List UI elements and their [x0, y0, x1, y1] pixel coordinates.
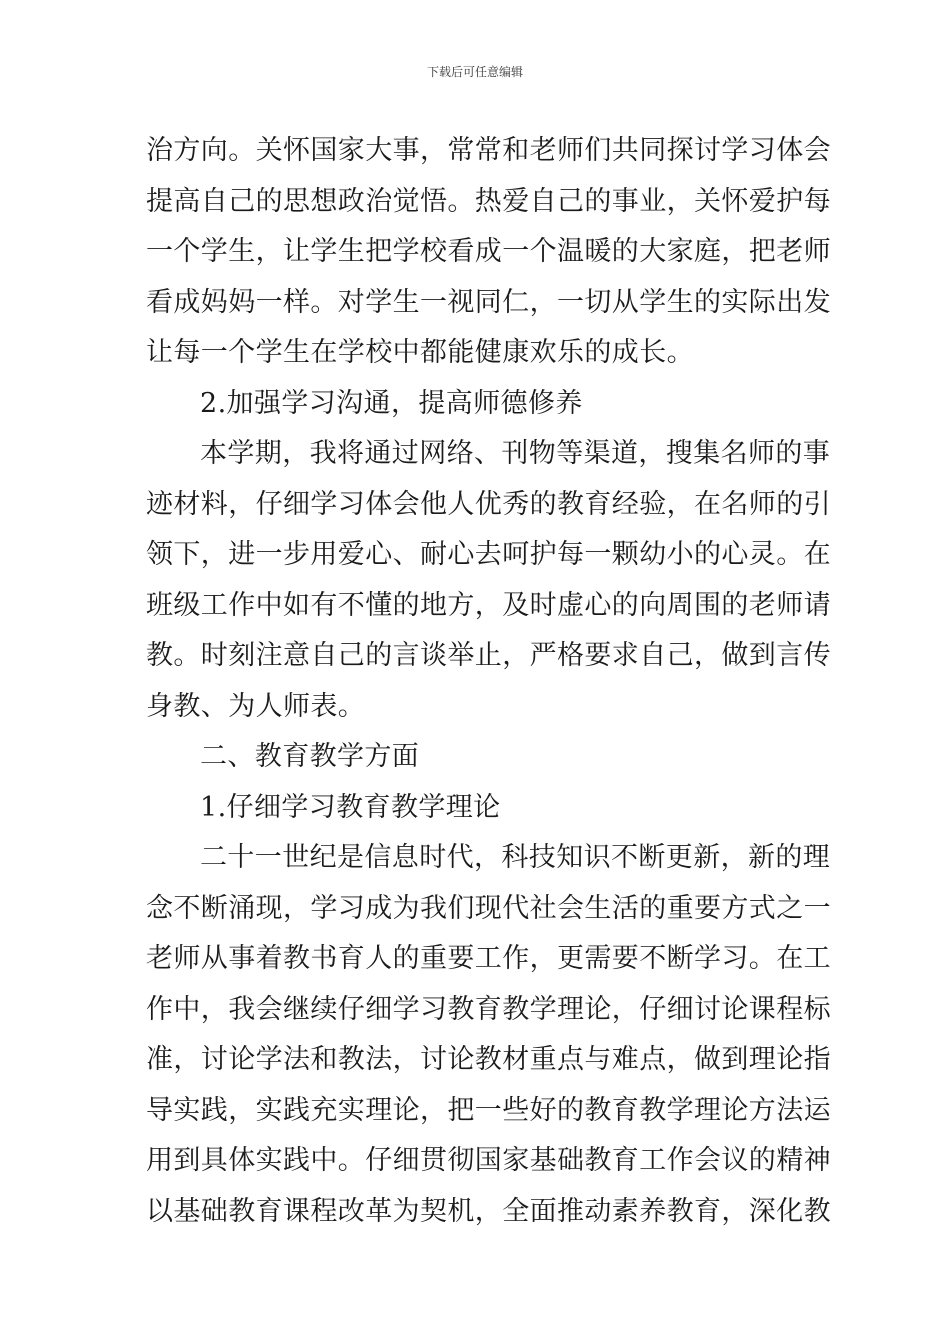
text-line: 治方向。关怀国家大事，常常和老师们共同探讨学习体会: [146, 135, 831, 166]
text-line: 一个学生，让学生把学校看成一个温暖的大家庭，把老师: [146, 236, 831, 267]
section-heading: 二、教育教学方面: [200, 741, 420, 772]
text-line: 身教、为人师表。: [146, 690, 366, 722]
text-line: 作中，我会继续仔细学习教育教学理论，仔细讨论课程标: [146, 993, 831, 1025]
text-line: 导实践，实践充实理论，把一些好的教育教学理论方法运: [146, 1094, 831, 1126]
section-heading: 1.仔细学习教育教学理论: [200, 791, 501, 823]
text-line: 念不断涌现，学习成为我们现代社会生活的重要方式之一: [146, 892, 831, 924]
page-header: 下载后可任意编辑: [426, 65, 523, 79]
text-line: 班级工作中如有不懂的地方，及时虚心的向周围的老师请: [146, 589, 831, 621]
text-line: 领下，进一步用爱心、耐心去呵护每一颗幼小的心灵。在: [146, 539, 831, 570]
text-line: 提高自己的思想政治觉悟。热爱自己的事业，关怀爱护每: [146, 185, 831, 217]
text-line: 让每一个学生在学校中都能健康欢乐的成长。: [146, 337, 694, 368]
text-line: 准，讨论学法和教法，讨论教材重点与难点，做到理论指: [146, 1044, 831, 1075]
paragraph-start: 二十一世纪是信息时代，科技知识不断更新，新的理: [200, 842, 831, 873]
paragraph-start: 本学期，我将通过网络、刊物等渠道，搜集名师的事: [200, 438, 831, 469]
text-line: 以基础教育课程改革为契机，全面推动素养教育，深化教: [146, 1195, 831, 1227]
document-body: [146, 126, 831, 1237]
text-line: 看成妈妈一样。对学生一视同仁，一切从学生的实际出发: [146, 286, 831, 318]
section-heading: 2.加强学习沟通，提高师德修养: [200, 387, 583, 419]
text-line: 老师从事着教书育人的重要工作，更需要不断学习。在工: [146, 943, 831, 974]
text-line: 迹材料，仔细学习体会他人优秀的教育经验，在名师的引: [146, 488, 831, 520]
text-line: 用到具体实践中。仔细贯彻国家基础教育工作会议的精神: [146, 1145, 831, 1176]
text-line: 教。时刻注意自己的言谈举止，严格要求自己，做到言传: [146, 640, 831, 671]
